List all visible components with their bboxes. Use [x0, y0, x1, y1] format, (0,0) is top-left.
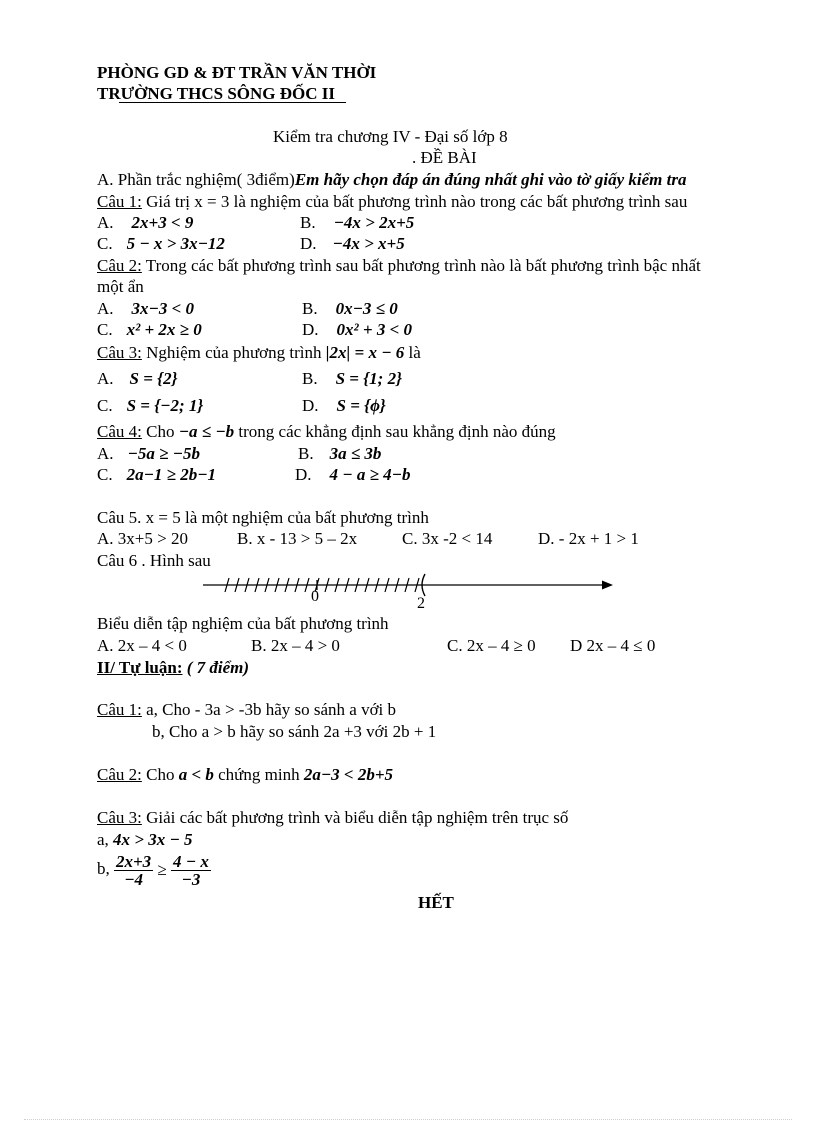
question-2-cont: một ẩn — [97, 277, 144, 296]
essay-2 — [97, 765, 393, 785]
option-c — [97, 234, 225, 254]
question-text: Cho — [141, 422, 179, 441]
question-label: Câu 2: — [97, 765, 142, 784]
part-b-label: II/ Tự luận: — [97, 658, 183, 677]
part-expr: 4x > 3x − 5 — [113, 830, 193, 849]
option-b — [300, 213, 414, 233]
option-letter: A. — [97, 213, 114, 232]
number-line — [195, 570, 620, 610]
option-expr: S = {ϕ} — [336, 396, 386, 415]
option-expr: 2a−1 ≥ 2b−1 — [126, 465, 217, 484]
part-a-heading — [97, 170, 687, 190]
part-a-instruction: Em hãy chọn đáp án đúng nhất ghi vào tờ giấy kiểm tra — [294, 170, 687, 189]
numerator: 4 − x — [173, 851, 209, 871]
essay-1 — [97, 700, 396, 720]
option-a — [97, 444, 200, 464]
school-department: PHÒNG GD & ĐT TRẦN VĂN THỜI — [97, 63, 377, 82]
essay-2-text-mid: chứng minh — [213, 765, 304, 784]
option-b: B. x - 13 > 5 – 2x — [237, 529, 358, 548]
option-letter: B. — [302, 369, 318, 388]
question-1 — [97, 192, 687, 212]
option-a: A. 2x – 4 < 0 — [97, 636, 187, 655]
option-c — [97, 465, 216, 485]
numerator: 2x+3 — [116, 851, 152, 871]
exam-title: Kiểm tra chương IV - Đại số lớp 8 — [273, 127, 508, 146]
option-b — [298, 444, 381, 464]
option-letter: A. — [97, 369, 114, 388]
question-label: Câu 2: — [97, 256, 142, 275]
option-d — [295, 465, 410, 485]
part-b-points: ( 7 điểm) — [182, 658, 250, 677]
question-2 — [97, 256, 701, 276]
part-b-heading — [97, 658, 249, 678]
question-6: Câu 6 . Hình sau — [97, 551, 211, 570]
option-letter: A. — [97, 299, 114, 318]
option-expr: −4x > 2x+5 — [333, 213, 415, 232]
option-letter: B. — [300, 213, 316, 232]
question-6-caption: Biểu diễn tập nghiệm của bất phương trình — [97, 614, 389, 633]
option-letter: A. — [97, 444, 114, 463]
question-condition: −a ≤ −b — [178, 422, 235, 441]
question-equation: |2x| = x − 6 — [325, 343, 405, 362]
essay-3 — [97, 808, 568, 828]
essay-2-condition: a < b — [178, 765, 214, 784]
option-c — [97, 396, 203, 416]
part-a-intro: A. Phần trắc nghiệm( 3điểm) — [97, 170, 295, 189]
essay-2-claim: 2a−3 < 2b+5 — [303, 765, 394, 784]
option-expr: −4x > x+5 — [332, 234, 405, 253]
option-c: C. 2x – 4 ≥ 0 — [447, 636, 536, 655]
essay-1-part-a: a, Cho - 3a > -3b hãy so sánh a với b — [141, 700, 397, 719]
essay-2-text: Cho — [141, 765, 179, 784]
option-d: D 2x – 4 ≤ 0 — [570, 636, 656, 655]
essay-1-part-b: b, Cho a > b hãy so sánh 2a +3 với 2b + 1 — [152, 722, 437, 741]
question-label: Câu 1: — [97, 700, 142, 719]
option-letter: D. — [295, 465, 312, 484]
fraction-right — [171, 853, 211, 888]
option-letter: C. — [97, 234, 113, 253]
question-text: Trong các bất phương trình sau bất phương trình nào là bất phương trình bậc nhất — [141, 256, 701, 275]
question-3 — [97, 343, 421, 363]
question-5: Câu 5. x = 5 là một nghiệm của bất phương trình — [97, 508, 429, 527]
part-prefix: b, — [97, 859, 114, 878]
option-expr: 0x² + 3 < 0 — [336, 320, 413, 339]
option-a: A. 3x+5 > 20 — [97, 529, 188, 548]
question-text-end: là — [404, 343, 421, 362]
question-text: Nghiệm của phương trình — [141, 343, 326, 362]
tick-label-two: 2 — [417, 595, 425, 610]
question-label: Câu 3: — [97, 808, 142, 827]
option-expr: −5a ≥ −5b — [127, 444, 200, 463]
tick-label-zero: 0 — [311, 588, 319, 605]
option-a — [97, 299, 194, 319]
arrow-head-icon — [602, 581, 613, 590]
question-label: Câu 1: — [97, 192, 142, 211]
option-a — [97, 369, 178, 389]
part-prefix: a, — [97, 830, 114, 849]
question-label: Câu 4: — [97, 422, 142, 441]
school-name: TRƯỜNG THCS SÔNG ĐỐC II — [97, 84, 336, 103]
option-c: C. 3x -2 < 14 — [402, 529, 493, 548]
essay-3-part-a — [97, 830, 193, 850]
end-marker: HẾT — [418, 893, 454, 912]
denominator: −3 — [181, 869, 201, 889]
header-underline — [119, 102, 346, 103]
fraction-left — [114, 853, 153, 888]
question-label: Câu 3: — [97, 343, 142, 362]
option-d — [300, 234, 405, 254]
option-expr: S = {2} — [129, 369, 178, 388]
option-d: D. - 2x + 1 > 1 — [538, 529, 639, 548]
option-letter: C. — [97, 320, 113, 339]
option-c — [97, 320, 202, 340]
option-d — [302, 396, 386, 416]
option-expr: S = {−2; 1} — [126, 396, 204, 415]
question-4 — [97, 422, 556, 442]
essay-3-text: Giải các bất phương trình và biểu diễn tập nghiệm trên trục số — [141, 808, 569, 827]
option-expr: 5 − x > 3x−12 — [126, 234, 225, 253]
page-bottom-border — [24, 1119, 792, 1120]
relation-sign: ≥ — [157, 860, 167, 880]
option-d — [302, 320, 412, 340]
option-letter: D. — [302, 320, 319, 339]
option-expr: 3a ≤ 3b — [329, 444, 382, 463]
option-letter: C. — [97, 396, 113, 415]
option-letter: D. — [300, 234, 317, 253]
question-text-end: trong các khẳng định sau khẳng định nào đúng — [234, 422, 556, 441]
option-b — [302, 299, 398, 319]
option-expr: 4 − a ≥ 4−b — [329, 465, 411, 484]
option-b: B. 2x – 4 > 0 — [251, 636, 340, 655]
option-expr: 0x−3 ≤ 0 — [335, 299, 398, 318]
option-expr: x² + 2x ≥ 0 — [126, 320, 202, 339]
option-expr: 3x−3 < 0 — [131, 299, 195, 318]
option-letter: B. — [302, 299, 318, 318]
exam-subtitle: . ĐỀ BÀI — [412, 148, 477, 167]
option-letter: C. — [97, 465, 113, 484]
question-text: Giá trị x = 3 là nghiệm của bất phương trình nào trong các bất phương trình sau — [141, 192, 688, 211]
essay-3-part-b — [97, 850, 211, 890]
option-letter: D. — [302, 396, 319, 415]
denominator: −4 — [124, 869, 143, 889]
option-letter: B. — [298, 444, 314, 463]
option-expr: 2x+3 < 9 — [131, 213, 194, 232]
option-a — [97, 213, 193, 233]
option-expr: S = {1; 2} — [335, 369, 402, 388]
option-b — [302, 369, 402, 389]
